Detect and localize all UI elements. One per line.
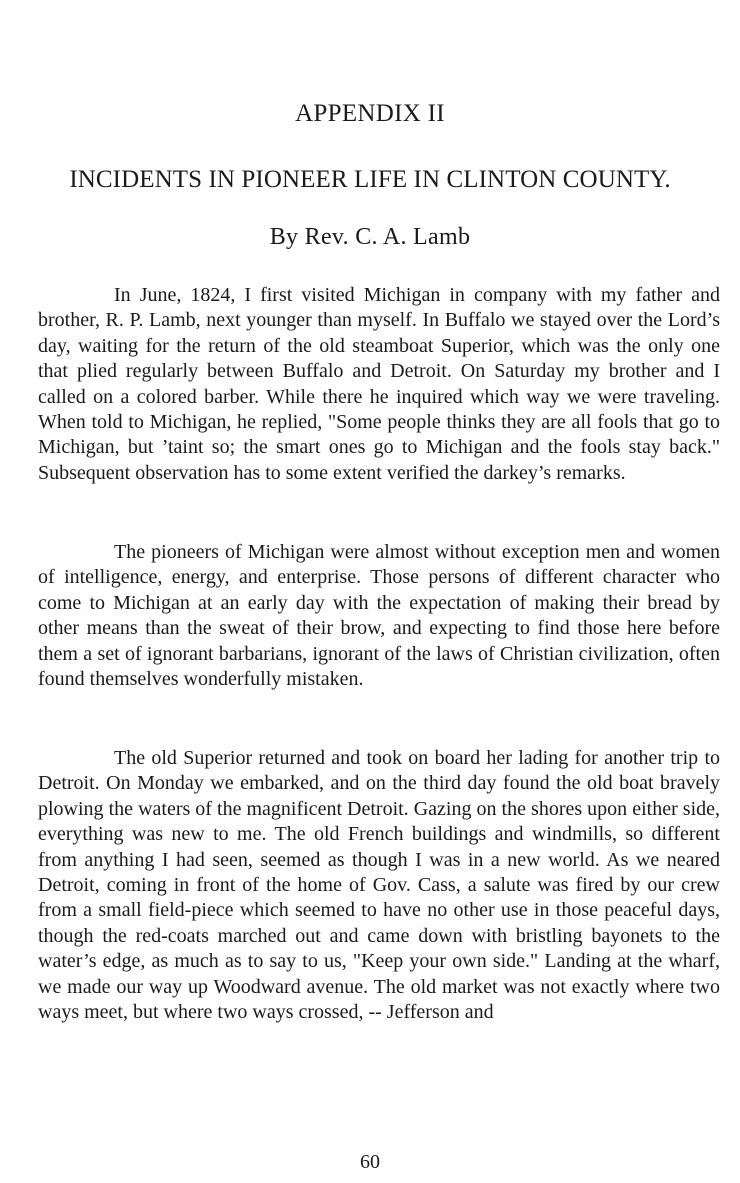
author-byline: By Rev. C. A. Lamb (269, 224, 471, 250)
page-number: 60 (360, 1151, 380, 1173)
paragraph: The pioneers of Michigan were almost without exception men and women of intelligence, energy, and enterprise. Those persons of different character who come to Michigan at an early day with the expectation of making their bread by other means than the sweat of their brow, and expecting to find those here before them a set of ignorant barbarians, ignorant of the laws of Christian civilization, often found themselves wonderfully mistaken. (38, 541, 720, 691)
paragraph: The old Superior returned and took on board her lading for another trip to Detroit. On Monday we embarked, and on the third day found the old boat bravely plowing the waters of the magnificent Detroit. Gazing on the shores upon either side, everything was new to me. The old French buildings and windmills, so different from anything I had seen, seemed as though I was in a new world. As we neared Detroit, coming in front of the home of Gov. Cass, a salute was fired by our crew from a small field-piece which seemed to have no other use in those peaceful days, though the red-coats marched out and came down with bristling bayonets to the water’s edge, as much as to say to us, "Keep your own side." Landing at the wharf, we made our way up Woodward avenue. The old market was not exactly where two ways meet, but where two ways crossed, -- Jefferson and (38, 747, 720, 1024)
appendix-heading: APPENDIX II (295, 100, 445, 127)
paragraph: In June, 1824, I first visited Michigan in company with my father and brother, R. P. Lamb, next younger than myself. In Buffalo we stayed over the Lord’s day, waiting for the return of the old steamboat Superior, which was the only one that plied regularly between Buffalo and Detroit. On Saturday my brother and I called on a colored barber. While there he inquired which way we were traveling. When told to Michigan, he replied, "Some people thinks they are all fools that go to Michigan, but ’taint so; the smart ones go to Michigan and the fools stay back." Subsequent observation has to some extent verified the darkey’s remarks. (38, 284, 720, 484)
chapter-title: INCIDENTS IN PIONEER LIFE IN CLINTON COUNTY. (69, 166, 671, 193)
